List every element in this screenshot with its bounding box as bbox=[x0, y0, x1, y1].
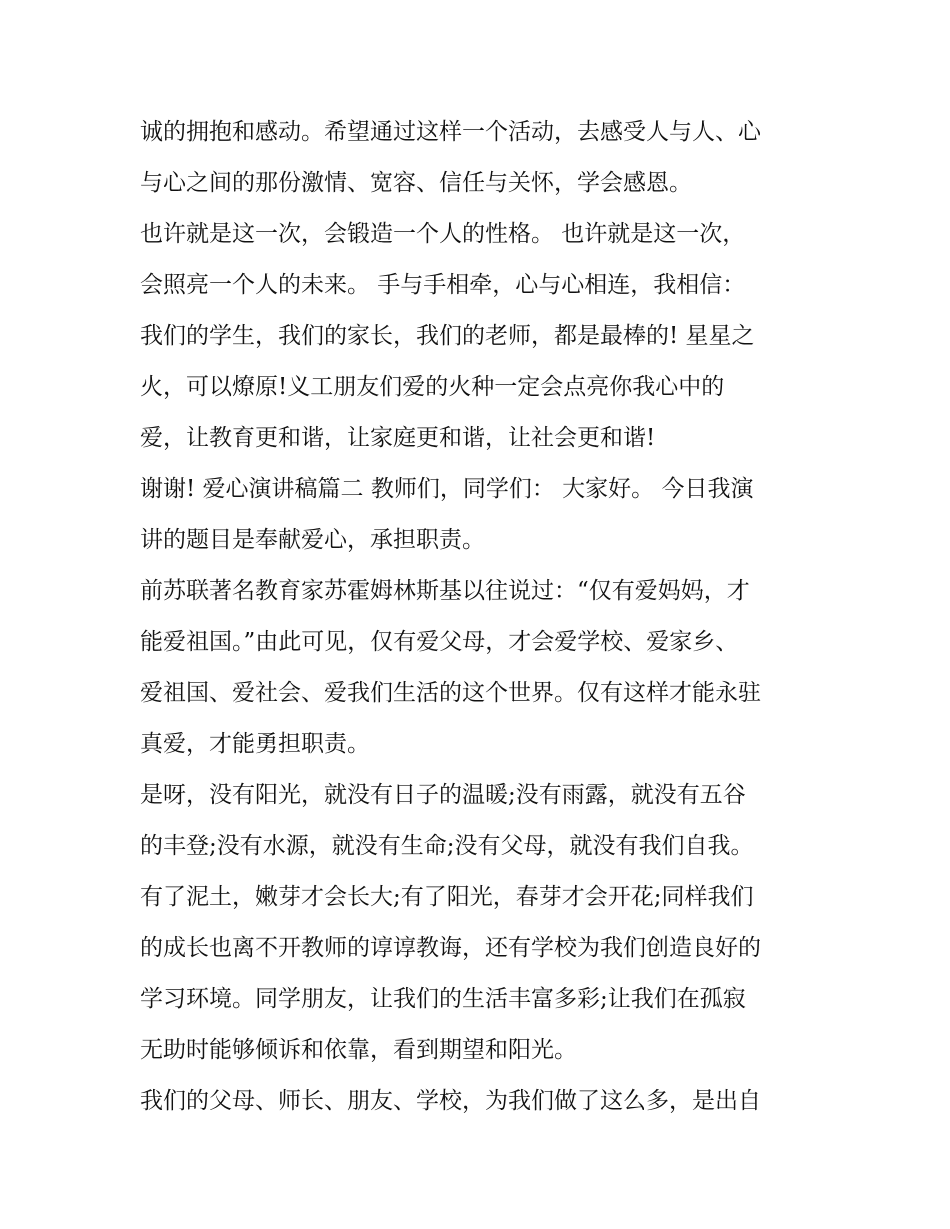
text-line: 会照亮一个人的未来。 手与手相牵，心与心相连，我相信： bbox=[140, 272, 746, 298]
text-line: 谢谢! 爱心演讲稿篇二 教师们，同学们： 大家好。 今日我演 bbox=[140, 476, 754, 502]
text-line: 真爱，才能勇担职责。 bbox=[140, 731, 370, 757]
text-line: 的成长也离不开教师的谆谆教诲，还有学校为我们创造良好的 bbox=[140, 935, 761, 961]
text-line: 无助时能够倾诉和依靠，看到期望和阳光。 bbox=[140, 1037, 577, 1063]
text-line: 的丰登;没有水源，就没有生命;没有父母，就没有我们自我。 bbox=[140, 833, 754, 859]
text-line: 学习环境。同学朋友，让我们的生活丰富多彩;让我们在孤寂 bbox=[140, 986, 746, 1012]
text-line: 有了泥土，嫩芽才会长大;有了阳光，春芽才会开花;同样我们 bbox=[140, 884, 754, 910]
text-line: 爱祖国、爱社会、爱我们生活的这个世界。仅有这样才能永驻 bbox=[140, 680, 761, 706]
text-line: 是呀，没有阳光，就没有日子的温暖;没有雨露，就没有五谷 bbox=[140, 782, 746, 808]
text-line: 爱，让教育更和谐，让家庭更和谐，让社会更和谐! bbox=[140, 425, 656, 451]
text-line: 我们的父母、师长、朋友、学校，为我们做了这么多，是出自 bbox=[140, 1088, 761, 1114]
document-body bbox=[140, 112, 820, 1132]
text-line: 讲的题目是奉献爱心，承担职责。 bbox=[140, 527, 485, 553]
text-line: 诚的拥抱和感动。希望通过这样一个活动，去感受人与人、心 bbox=[140, 119, 761, 145]
text-line: 前苏联著名教育家苏霍姆林斯基以往说过：“仅有爱妈妈，才 bbox=[140, 578, 750, 604]
text-line: 也许就是这一次，会锻造一个人的性格。 也许就是这一次， bbox=[140, 221, 746, 247]
text-line: 能爱祖国。”由此可见，仅有爱父母，才会爱学校、爱家乡、 bbox=[140, 629, 739, 655]
text-line: 火，可以燎原!义工朋友们爱的火种一定会点亮你我心中的 bbox=[140, 374, 725, 400]
text-line: 我们的学生，我们的家长，我们的老师，都是最棒的! 星星之 bbox=[140, 323, 755, 349]
text-line: 与心之间的那份激情、宽容、信任与关怀，学会感恩。 bbox=[140, 170, 692, 196]
